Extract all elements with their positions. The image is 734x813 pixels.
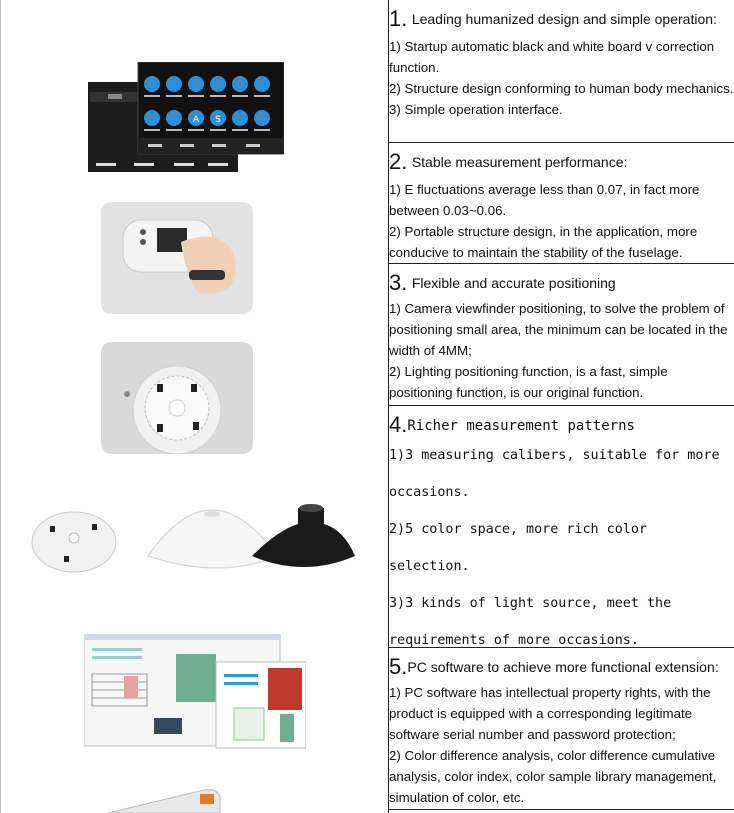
section-title: PC software to achieve more functional extension: — [407, 659, 719, 675]
caliber-accessories-image — [30, 500, 355, 580]
feature-section-4 — [389, 406, 734, 648]
svg-text:A: A — [192, 115, 200, 125]
section-item: 1) E fluctuations average less than 0.07, in fact more between 0.03~0.06. — [389, 182, 700, 218]
section-number: 5. — [389, 654, 408, 679]
left-border — [0, 0, 1, 813]
section-heading — [389, 149, 734, 175]
handheld-device-image — [101, 202, 253, 314]
feature-section-2 — [389, 143, 734, 264]
section-heading — [389, 412, 734, 438]
feature-section-1 — [389, 0, 734, 143]
section-item: 1) PC software has intellectual property rights, with the product is equipped with a corresponding legitimate software serial number and password protection; — [389, 685, 711, 742]
section-item: 2)5 color space, more rich color selection. — [389, 522, 647, 574]
section-title: Richer measurement patterns — [407, 418, 635, 434]
svg-text:S: S — [215, 115, 221, 125]
section-item: 2) Lighting positioning function, is a fast, simple positioning function, is our original function. — [389, 364, 668, 400]
device-partial-image — [108, 786, 228, 813]
section-item: 3) Simple operation interface. — [389, 102, 563, 117]
pc-software-image — [84, 634, 306, 750]
section-heading — [389, 6, 734, 32]
interface-screens-image — [88, 62, 284, 174]
section-number: 4. — [389, 412, 408, 437]
section-heading — [389, 654, 734, 680]
section-item: 1)3 measuring calibers, suitable for more occasions. — [389, 448, 720, 500]
feature-section-3 — [389, 264, 734, 406]
feature-section-5 — [389, 648, 734, 810]
section-item: 1) Camera viewfinder positioning, to solve the problem of positioning small area, the minimum can be located in the width of 4MM; — [389, 301, 728, 358]
section-item: 2) Color difference analysis, color difference cumulative analysis, color index, color sample library management, simulation of color, etc. — [389, 748, 717, 805]
section-item: 2) Structure design conforming to human body mechanics. — [389, 81, 734, 96]
section-title: Flexible and accurate positioning — [411, 275, 616, 291]
section-number: 2. — [389, 149, 408, 174]
section-item: 3)3 kinds of light source, meet the requirements of more occasions. — [389, 596, 672, 648]
section-item: 2) Portable structure design, in the application, more conducive to maintain the stability of the fuselage. — [389, 224, 698, 260]
feature-list — [389, 0, 734, 813]
section-item: 1) Startup automatic black and white board v correction function. — [389, 39, 715, 75]
section-number: 1. — [389, 6, 408, 31]
section-title: Leading humanized design and simple operation: — [411, 11, 717, 27]
device-bottom-image — [101, 342, 253, 454]
section-heading — [389, 270, 734, 296]
section-title: Stable measurement performance: — [411, 154, 628, 170]
section-number: 3. — [389, 270, 408, 295]
